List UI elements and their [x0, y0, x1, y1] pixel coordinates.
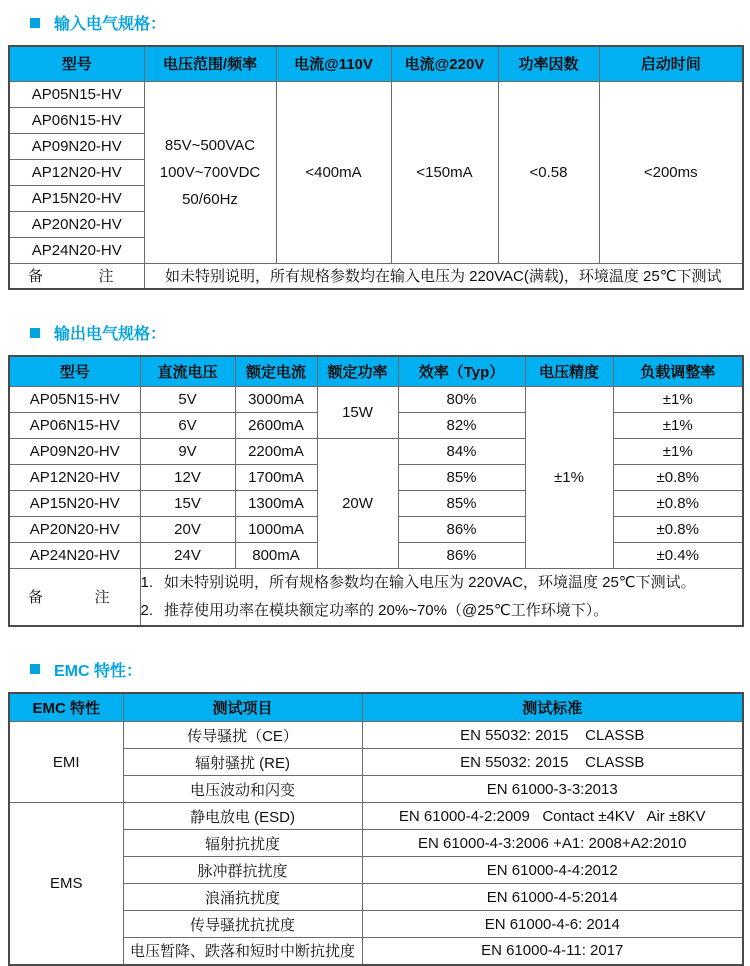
col-header-rated-current: 额定电流	[235, 356, 317, 386]
col-header-model: 型号	[9, 46, 144, 81]
model-cell: AP05N15-HV	[9, 386, 140, 412]
remark-label	[10, 586, 140, 607]
rated-current-cell: 3000mA	[235, 386, 317, 412]
efficiency-cell: 82%	[398, 412, 525, 438]
section-title-text: 输出电气规格：	[54, 326, 167, 343]
square-bullet-icon	[30, 328, 40, 338]
remark-label-char: 注	[98, 268, 114, 286]
col-header-test-item: 测试项目	[123, 693, 362, 722]
square-bullet-icon	[30, 18, 40, 28]
model-cell: AP24N20-HV	[9, 542, 140, 568]
col-header-test-standard: 测试标准	[362, 693, 743, 722]
remark-text: 如未特别说明，所有规格参数均在输入电压为 220VAC，环境温度 25℃下测试。	[164, 573, 696, 591]
remark-row	[9, 263, 743, 289]
emc-category-cell: EMI	[9, 722, 123, 803]
model-cell: AP15N20-HV	[9, 185, 144, 211]
model-cell: AP20N20-HV	[9, 211, 144, 237]
model-cell: AP12N20-HV	[9, 159, 144, 185]
load-regulation-cell: ±0.4%	[613, 542, 743, 568]
load-regulation-cell: ±0.8%	[613, 464, 743, 490]
efficiency-cell: 86%	[398, 516, 525, 542]
load-regulation-cell: ±0.8%	[613, 516, 743, 542]
remark-row	[9, 568, 743, 626]
dc-voltage-cell: 9V	[140, 438, 235, 464]
model-cell: AP12N20-HV	[9, 464, 140, 490]
rated-power-cell: 15W	[317, 386, 398, 438]
emc-table	[8, 692, 744, 966]
startup-time-cell: <200ms	[599, 81, 743, 263]
load-regulation-cell: ±0.8%	[613, 490, 743, 516]
current-220v-cell: <150mA	[391, 81, 498, 263]
rated-current-cell: 800mA	[235, 542, 317, 568]
col-header-efficiency: 效率（Typ）	[398, 356, 525, 386]
remark-line	[141, 597, 743, 625]
table-row	[9, 81, 743, 107]
power-factor-cell: <0.58	[498, 81, 599, 263]
section-title-input-specs	[30, 12, 742, 33]
dc-voltage-cell: 24V	[140, 542, 235, 568]
rated-current-cell: 2600mA	[235, 412, 317, 438]
voltage-range-line: 50/60Hz	[182, 190, 238, 208]
col-header-load-regulation: 负载调整率	[613, 356, 743, 386]
col-header-current-110v: 电流@110V	[276, 46, 391, 81]
test-item-cell: 电压暂降、跌落和短时中断抗扰度	[123, 938, 362, 965]
section-title-output-specs	[30, 322, 742, 343]
remark-label-char: 注	[94, 589, 110, 606]
model-cell: AP20N20-HV	[9, 516, 140, 542]
rated-current-cell: 2200mA	[235, 438, 317, 464]
efficiency-cell: 85%	[398, 490, 525, 516]
remark-label-char: 备	[28, 268, 44, 286]
col-header-power-factor: 功率因数	[498, 46, 599, 81]
test-item-cell: 静电放电 (ESD)	[123, 803, 362, 830]
test-item-cell: 浪涌抗扰度	[123, 884, 362, 911]
dc-voltage-cell: 20V	[140, 516, 235, 542]
col-header-dc-voltage: 直流电压	[140, 356, 235, 386]
voltage-accuracy-cell: ±1%	[525, 386, 613, 568]
test-standard-cell: EN 55032: 2015 CLASSB	[362, 722, 743, 749]
test-item-cell: 脉冲群抗扰度	[123, 857, 362, 884]
voltage-range-cell	[144, 81, 276, 263]
remark-label	[10, 265, 144, 286]
dc-voltage-cell: 6V	[140, 412, 235, 438]
test-standard-cell: EN 61000-4-3:2006 +A1: 2008+A2:2010	[362, 830, 743, 857]
table-row	[9, 722, 743, 749]
test-item-cell: 辐射抗扰度	[123, 830, 362, 857]
remark-number: 2.	[140, 601, 154, 619]
col-header-model: 型号	[9, 356, 140, 386]
rated-current-cell: 1000mA	[235, 516, 317, 542]
load-regulation-cell: ±1%	[613, 412, 743, 438]
load-regulation-cell: ±1%	[613, 386, 743, 412]
test-standard-cell: EN 61000-3-3:2013	[362, 776, 743, 803]
input-spec-table	[8, 45, 744, 290]
dc-voltage-cell: 12V	[140, 464, 235, 490]
voltage-range-line: 100V~700VDC	[159, 163, 261, 181]
test-standard-cell: EN 55032: 2015 CLASSB	[362, 749, 743, 776]
col-header-startup-time: 启动时间	[599, 46, 743, 81]
efficiency-cell: 85%	[398, 464, 525, 490]
model-cell: AP05N15-HV	[9, 81, 144, 107]
model-cell: AP06N15-HV	[9, 412, 140, 438]
dc-voltage-cell: 15V	[140, 490, 235, 516]
efficiency-cell: 80%	[398, 386, 525, 412]
col-header-voltage-accuracy: 电压精度	[525, 356, 613, 386]
test-item-cell: 传导骚扰抗扰度	[123, 911, 362, 938]
table-header-row	[9, 693, 743, 722]
test-standard-cell: EN 61000-4-11: 2017	[362, 938, 743, 965]
model-cell: AP09N20-HV	[9, 133, 144, 159]
col-header-emc-category: EMC 特性	[9, 693, 123, 722]
current-110v-cell: <400mA	[276, 81, 391, 263]
table-row	[9, 438, 743, 464]
test-standard-cell: EN 61000-4-6: 2014	[362, 911, 743, 938]
test-standard-cell: EN 61000-4-5:2014	[362, 884, 743, 911]
col-header-current-220v: 电流@220V	[391, 46, 498, 81]
voltage-range-line: 85V~500VAC	[164, 136, 256, 154]
remark-number: 1.	[140, 573, 154, 591]
test-item-cell: 电压波动和闪变	[123, 776, 362, 803]
section-title-text: 输入电气规格：	[54, 16, 167, 33]
efficiency-cell: 86%	[398, 542, 525, 568]
remark-line	[141, 569, 743, 597]
remark-text-cell: 如未特别说明，所有规格参数均在输入电压为 220VAC(满载)，环境温度 25℃下测试	[144, 263, 743, 289]
rated-current-cell: 1700mA	[235, 464, 317, 490]
efficiency-cell: 84%	[398, 438, 525, 464]
load-regulation-cell: ±1%	[613, 438, 743, 464]
square-bullet-icon	[30, 664, 40, 674]
model-cell: AP15N20-HV	[9, 490, 140, 516]
dc-voltage-cell: 5V	[140, 386, 235, 412]
test-item-cell: 辐射骚扰 (RE)	[123, 749, 362, 776]
table-header-row	[9, 356, 743, 386]
model-cell: AP06N15-HV	[9, 107, 144, 133]
remark-text: 推荐使用功率在模块额定功率的 20%~70%（@25℃工作环境下）。	[164, 601, 609, 619]
rated-current-cell: 1300mA	[235, 490, 317, 516]
remark-text-cell	[140, 568, 743, 626]
test-item-cell: 传导骚扰（CE）	[123, 722, 362, 749]
col-header-voltage-range: 电压范围/频率	[144, 46, 276, 81]
test-standard-cell: EN 61000-4-2:2009 Contact ±4KV Air ±8KV	[362, 803, 743, 830]
model-cell: AP24N20-HV	[9, 237, 144, 263]
section-title-emc	[30, 659, 742, 680]
table-header-row	[9, 46, 743, 81]
remark-label-cell	[9, 568, 140, 626]
col-header-rated-power: 额定功率	[317, 356, 398, 386]
table-row	[9, 803, 743, 830]
remark-label-char: 备	[28, 589, 44, 606]
rated-power-cell: 20W	[317, 438, 398, 568]
table-row	[9, 386, 743, 412]
emc-category-cell: EMS	[9, 803, 123, 965]
remark-label-cell	[9, 263, 144, 289]
section-title-text: EMC 特性：	[54, 662, 143, 680]
output-spec-table	[8, 355, 744, 627]
test-standard-cell: EN 61000-4-4:2012	[362, 857, 743, 884]
model-cell: AP09N20-HV	[9, 438, 140, 464]
